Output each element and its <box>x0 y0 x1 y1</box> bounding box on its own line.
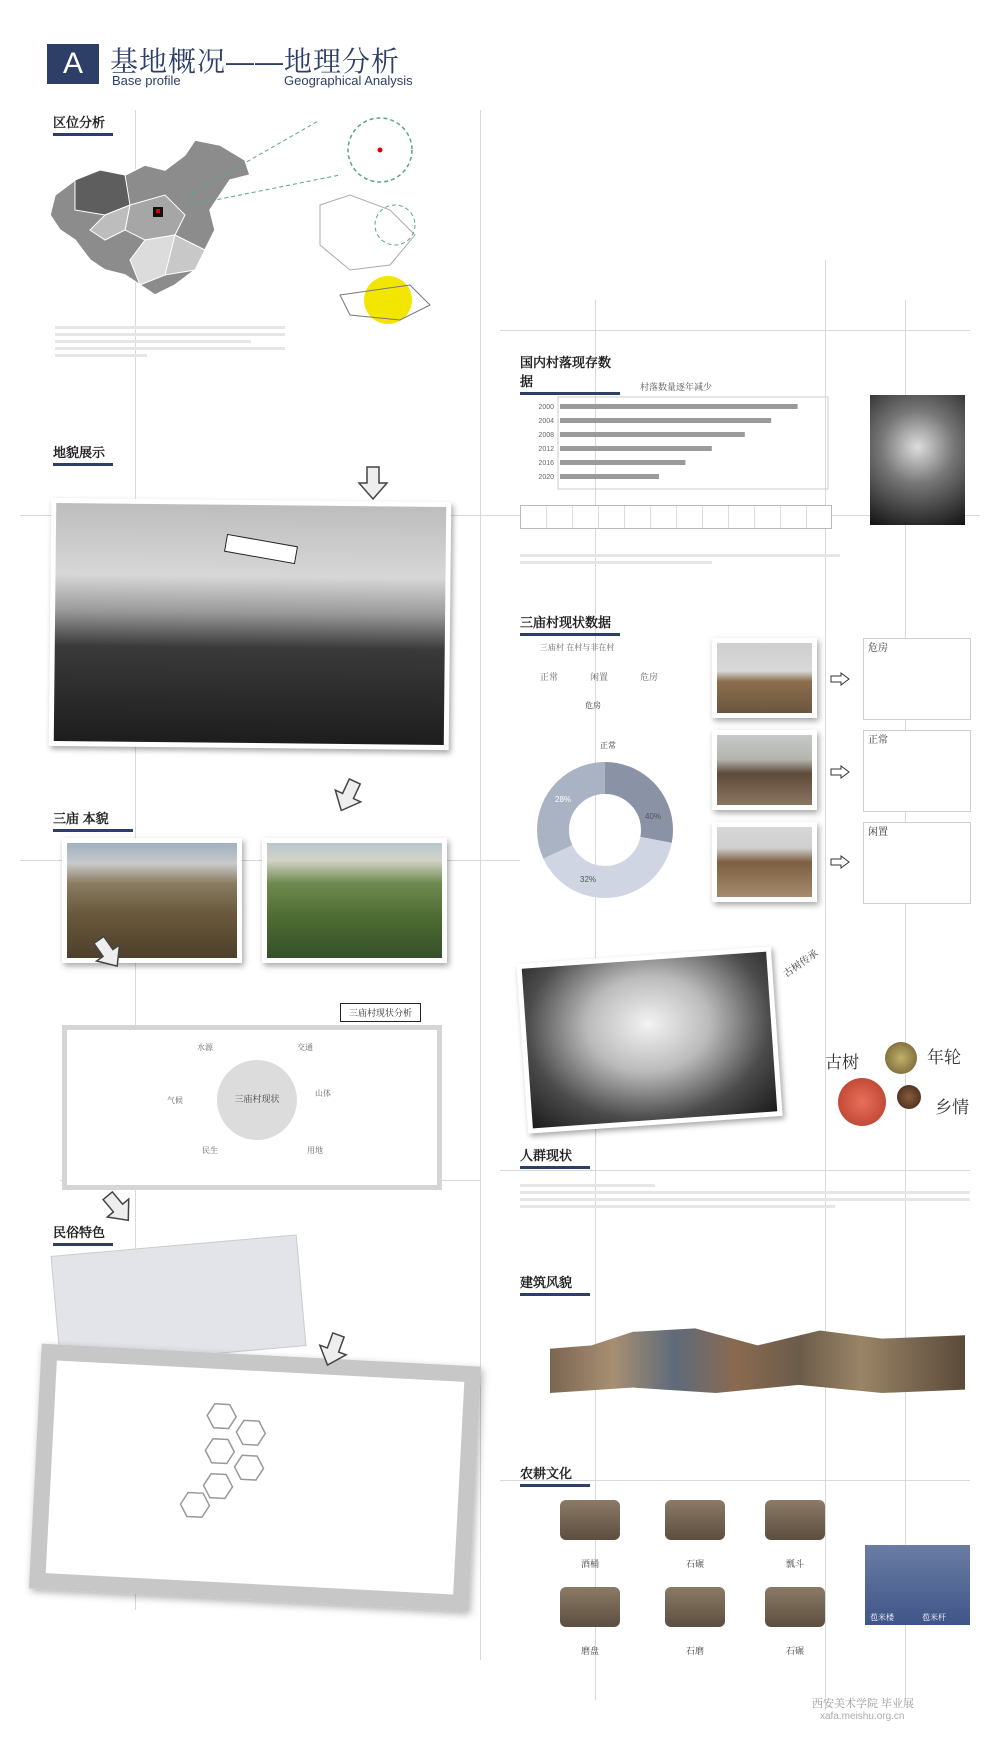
chart-table <box>520 505 832 529</box>
down-arrow-icon <box>355 465 391 501</box>
page-subtitle-right: Geographical Analysis <box>284 73 413 88</box>
section-title-terrain: 地貌展示 <box>53 442 113 466</box>
chart-bar <box>560 446 712 451</box>
wheel-center: 三庙村现状 <box>234 1094 280 1104</box>
section-title-people: 人群现状 <box>520 1145 590 1169</box>
header-badge: A <box>47 44 99 84</box>
tree-photo-small <box>870 395 965 525</box>
watermark-url: xafa.meishu.org.cn <box>820 1711 905 1722</box>
farm-tool-label: 石碾 <box>785 1646 804 1656</box>
village-photo-idle <box>712 822 817 902</box>
wheel-label-mountain: 山体 <box>315 1089 331 1098</box>
chart-tick-label: 2008 <box>538 432 554 439</box>
tree-label-rings: 年轮 <box>927 1048 961 1068</box>
section-title-folk: 民俗特色 <box>53 1222 113 1246</box>
down-arrow-icon <box>330 778 366 814</box>
status-note-danger: 危房 <box>863 638 971 720</box>
chart-bar <box>560 432 745 437</box>
people-text-block <box>520 1180 970 1212</box>
down-arrow-icon <box>100 1190 136 1226</box>
section-title-location: 区位分析 <box>53 112 113 136</box>
chart-tick-label: 2012 <box>538 446 554 453</box>
section-title-village-stats: 国内村落现存数据 <box>520 352 620 395</box>
page-title: 基地概况——地理分析 <box>110 46 401 77</box>
status-note-idle: 闲置 <box>863 822 971 904</box>
wheel-label-climate: 气候 <box>167 1096 183 1105</box>
tree-label-ancient: 古树 <box>825 1053 859 1073</box>
chart-bar <box>560 460 685 465</box>
analysis-badge: 三庙村现状分析 <box>340 1003 421 1022</box>
wheel-label-traffic: 交通 <box>297 1043 313 1052</box>
status-legend-idle: 闲置 <box>590 672 609 682</box>
wheel-label-landuse: 用地 <box>307 1146 323 1155</box>
corn-label-left: 苞米楼 <box>870 1613 894 1622</box>
location-text-block <box>55 322 285 382</box>
right-arrow-icon <box>830 765 850 779</box>
tree-ring-circle-small <box>897 1085 921 1109</box>
status-legend-title: 三庙村 在村与非在村 <box>540 643 615 652</box>
village-photo-danger <box>712 638 817 718</box>
status-donut-chart <box>530 755 680 905</box>
chart-tick-label: 2000 <box>538 404 554 411</box>
status-callout-normal: 正常 <box>600 741 616 750</box>
status-note-normal: 正常 <box>863 730 971 812</box>
farm-tool-label: 瓢斗 <box>785 1559 804 1569</box>
donut-label-1: 28% <box>555 795 572 804</box>
status-legend-normal: 正常 <box>540 672 559 682</box>
status-legend-danger: 危房 <box>640 672 659 682</box>
down-arrow-icon <box>315 1332 351 1368</box>
chart-bar <box>560 404 798 409</box>
farm-tool-image <box>560 1587 620 1627</box>
temple-photo-right <box>262 838 447 963</box>
analysis-panel <box>62 1025 442 1190</box>
farm-tool-label: 石碾 <box>685 1559 704 1569</box>
ancient-tree-photo <box>516 946 782 1133</box>
donut-label-3: 32% <box>580 875 597 884</box>
right-arrow-icon <box>830 672 850 686</box>
farm-tool-image <box>665 1500 725 1540</box>
down-arrow-icon <box>90 935 126 971</box>
architecture-panorama <box>550 1325 965 1393</box>
chart-description <box>520 550 840 568</box>
village-bar-chart <box>520 395 840 495</box>
farm-tool-image <box>765 1587 825 1627</box>
folk-card-front <box>29 1344 481 1612</box>
tree-ring-circle-red <box>838 1078 886 1126</box>
section-title-farm-culture: 农耕文化 <box>520 1463 590 1487</box>
village-photo-normal <box>712 730 817 810</box>
section-title-architecture: 建筑风貌 <box>520 1272 590 1296</box>
temple-photo-left <box>62 838 242 963</box>
chart-bar <box>560 418 771 423</box>
right-arrow-icon <box>830 855 850 869</box>
chart-tick-label: 2020 <box>538 474 554 481</box>
tree-label-nostalgia: 乡情 <box>935 1098 969 1118</box>
farm-tool-image <box>560 1500 620 1540</box>
chart-bar <box>560 474 659 479</box>
farm-tool-label: 磨盘 <box>580 1646 599 1656</box>
terrain-photo <box>49 498 452 750</box>
chart-tick-label: 2004 <box>538 418 554 425</box>
farm-tool-label: 酒桶 <box>580 1559 599 1569</box>
section-title-current-status: 三庙村现状数据 <box>520 612 620 636</box>
farm-tool-image <box>665 1587 725 1627</box>
donut-label-2: 40% <box>645 812 662 821</box>
page-subtitle-left: Base profile <box>112 73 181 88</box>
farm-tool-label: 石磨 <box>685 1646 704 1656</box>
status-callout-danger: 危房 <box>585 701 601 710</box>
corn-label-right: 苞米杆 <box>922 1613 946 1622</box>
wheel-label-livelihood: 民生 <box>202 1146 218 1155</box>
chart-tick-label: 2016 <box>538 460 554 467</box>
tree-ring-circle <box>885 1042 917 1074</box>
tree-caption: 古树传承 <box>781 948 821 981</box>
map-zoom-lines <box>180 115 450 325</box>
watermark-cn: 西安美术学院 毕业展 <box>812 1698 915 1710</box>
wheel-label-water: 水源 <box>197 1043 213 1052</box>
section-title-temple: 三庙 本貌 <box>53 808 133 832</box>
chart-caption: 村落数量逐年减少 <box>640 382 713 392</box>
farm-tool-image <box>765 1500 825 1540</box>
